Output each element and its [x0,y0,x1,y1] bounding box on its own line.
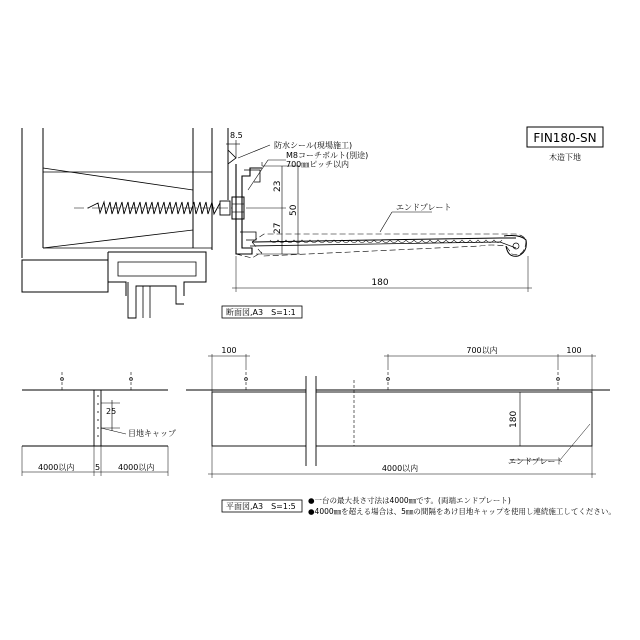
note-2: ●4000㎜を超える場合は、5㎜の間隔をあけ目地キャップを使用し連続施工してください。 [308,507,616,516]
hatched-sill [22,260,108,292]
joint-cap [94,390,101,446]
profile-body [236,164,262,254]
plan-caption: 平面図,A3 S=1:5 [226,502,296,511]
plan-view-right [186,345,610,478]
dim-100-left: 100 [221,346,237,355]
bolt-label-2: 700㎜ピッチ以内 [286,160,349,169]
bolt-label-1: M8コーチボルト(別途) [286,151,369,160]
dim-50: 50 [289,204,299,216]
section-view [22,128,532,318]
dim-700: 700以内 [466,346,498,355]
section-caption: 断面図,A3 S=1:1 [226,308,296,317]
seal-triangle [228,150,236,164]
product-code: FIN180-SN [533,131,597,145]
dim-180-plan: 180 [509,410,519,428]
dim-100-right: 100 [566,346,582,355]
title-box [527,127,603,162]
end-plate-label: エンドプレート [396,203,452,212]
dim-4000-right: 4000以内 [118,463,155,472]
dim-8-5: 8.5 [230,131,243,140]
note-1: ●一台の最大長さ寸法は4000㎜です。(両端エンドプレート) [308,496,511,505]
plan-caption-group [222,495,616,516]
dim-4000-left: 4000以内 [38,463,75,472]
joint-cap-label: 目地キャップ [128,429,176,438]
dim-27: 27 [273,222,283,234]
seal-label: 防水シール(現場施工) [274,141,353,150]
dim-25: 25 [106,407,117,416]
end-plate-plan-label: エンドプレート [508,457,564,466]
dim-180-section: 180 [371,278,389,288]
substrate-label: 木造下地 [549,153,581,162]
dim-23: 23 [273,180,283,192]
plan-view-left [22,372,176,476]
dim-4000-plan: 4000以内 [381,464,419,473]
dim-gap-5: 5 [95,463,101,472]
